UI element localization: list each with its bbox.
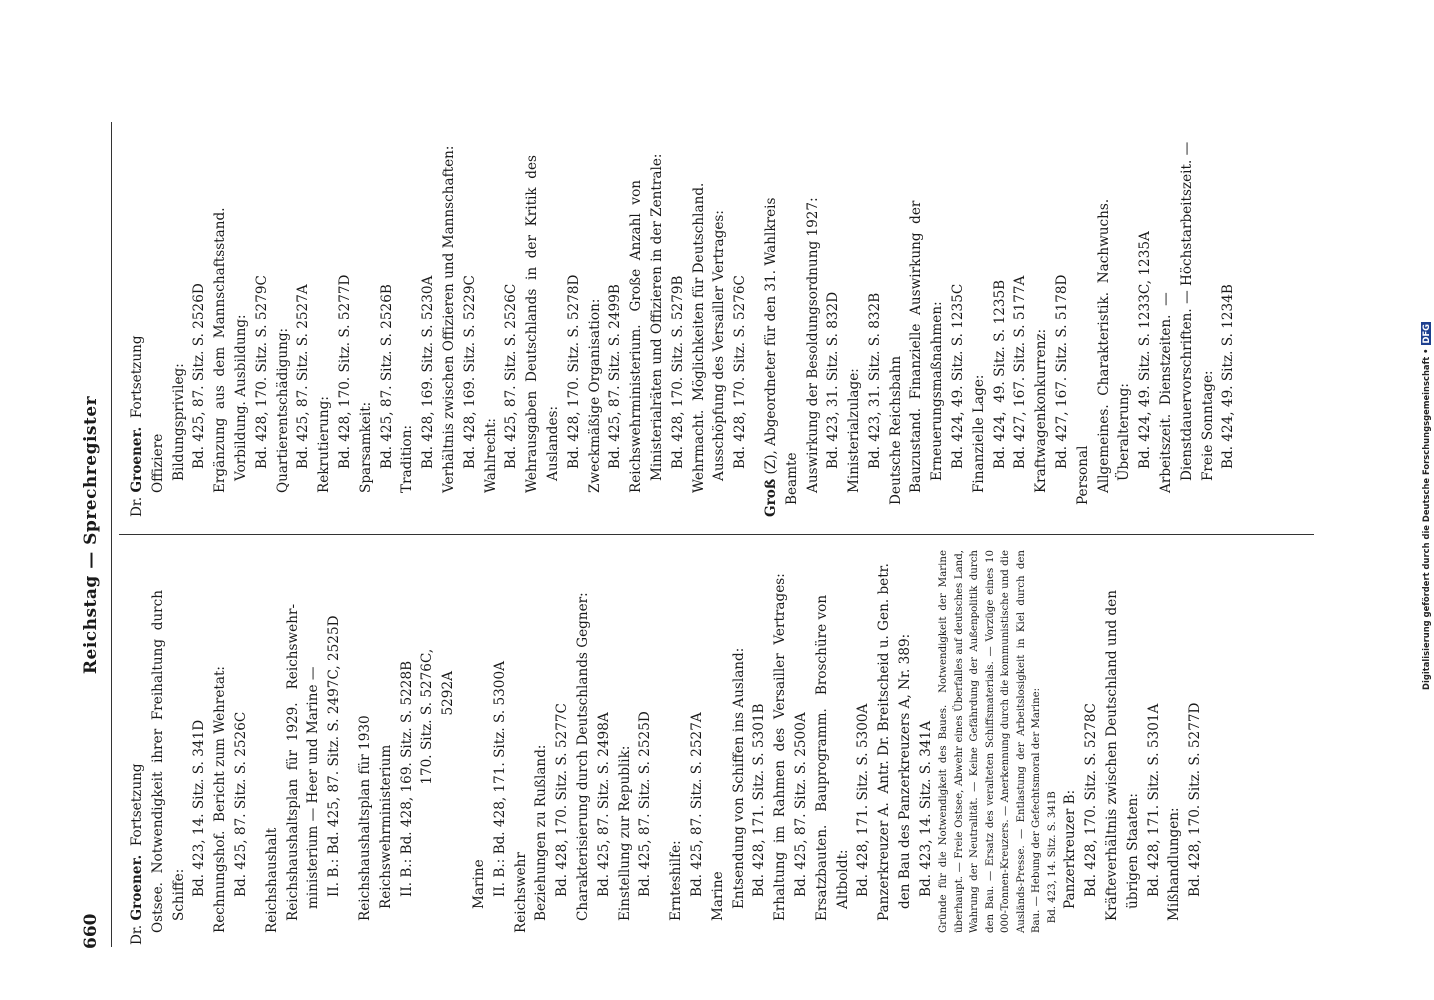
register-entry: Tradition: [399,424,416,493]
register-entry: 170. Sitz. S. 5276C, [419,648,436,897]
register-entry: Einstellung zur Republik: [616,745,633,921]
register-entry: Bd. 428, 170. Sitz. S. 5279B [669,275,686,469]
register-entry: Ergänzung aus dem Mannschaftsstand. Vorbildung. Ausbildung: [212,198,249,493]
speaker-name: Groener. [129,854,145,921]
register-entry: Bd. 423, 31. Sitz. S. 832D [825,291,842,469]
register-entry: Beziehungen zu Rußland: [533,744,550,921]
register-entry: Gründe für die Notwendigkeit des Baues. Notwendigkeit der Marine überhaupt. — Freie Ostsee, Abwehr eines Überfalles auf deutsches Land, Wahrung der Neutralität. — Keine Gefährdung der Außenpolitik durch den Bau. — Ersatz des veralteten Schiffsmaterials. — Vorzüge eines 10 000-Tonnen-Kreuzers. — Anerkennung durch die kommunistische und die Ausländs-Presse. — Entlastung der Arbeitslosigkeit in Kiel durch den Bau. — Hebung der Gefechtsmoral der Marine: [938,546,1043,933]
register-entry: II. B.: Bd. 428, 169. Sitz. S. 5228B [398,660,415,897]
register-entry: Bd. 424, 49. Sitz. S. 1235C [950,283,967,469]
register-entry: Finanzielle Lage: [970,374,987,493]
register-entry: Marine [470,859,487,909]
register-entry: Ministerialzulage: [846,368,863,493]
register-entry: Bd. 428, 169. Sitz. S. 5230A [420,275,437,469]
register-entry [127,122,148,517]
register-entry: Reichshaushalt [263,827,280,933]
register-entry: Quartierentschädigung: [274,327,291,493]
register-entry: Rechnungshof. Bericht zum Wehretat: [212,665,229,933]
register-entry: Verhältnis zwischen Offizieren und Mannschaften: [440,145,457,493]
entry-suffix: Fortsetzung [129,335,145,427]
register-entry: Bd. 423, 14. Sitz. S. 341B [1046,791,1058,933]
register-entry: Sparsamkeit: [357,401,374,493]
register-entry: Bauzustand. Finanzielle Auswirkung der Erneuerungsmaßnahmen: [908,191,946,493]
register-entry: II. B.: Bd. 428, 171. Sitz. S. 5300A [491,661,508,897]
register-entry: Bd. 428, 170. Sitz. S. 5277D [336,274,353,469]
register-entry: Bd. 427, 167. Sitz. S. 5178D [1054,274,1071,469]
right-column [127,122,1239,517]
entry-suffix: Fortsetzung [129,763,145,855]
page-number: 660 [81,913,101,949]
register-entry: Arbeitszeit. Dienstzeiten. — Dienstdauervorschriften. — Höchstarbeitszeit. — Freie Sonntage: [1158,137,1216,493]
register-entry: 5292A [440,671,457,897]
register-entry: Reichshaushaltsplan für 1930 [356,715,373,921]
column-divider [119,534,1314,535]
spacer [751,122,761,517]
register-entry: Reichswehrministerium [377,744,394,909]
spacer [656,550,666,945]
register-entry: Personal [1074,445,1091,505]
register-entry: Bd. 425, 87. Sitz. S. 2525D [637,711,654,897]
register-entry: Bd. 428, 171. Sitz. S. 5301A [1145,703,1162,897]
register-entry: Wehrausgaben Deutschlands in der Kritik des Auslandes: [524,150,561,493]
register-entry [127,550,148,945]
register-entry: Bd. 428, 170. Sitz. S. 5278C [1083,703,1100,897]
register-entry: Bd. 425, 87. Sitz. S. 2498A [595,712,612,897]
register-entry: Kräfteverhältnis zwischen Deutschland und den übrigen Staaten: [1104,585,1141,921]
register-entry: Bd. 428, 170. Sitz. S. 5278D [565,274,582,469]
register-entry: Ersatzbauten. Bauprogramm. Broschüre von Altboldt: [813,590,851,921]
register-entry: Bd. 428, 170. Sitz. S. 5277C [554,703,571,897]
register-entry: Deutsche Reichsbahn [887,355,904,505]
register-entry: Allgemeines. Charakteristik. Nachwuchs. Überalterung: [1095,190,1133,493]
register-entry [761,122,782,517]
dfg-logo: DFG [1421,323,1431,344]
header-rule [111,122,112,947]
register-entry: Charakterisierung durch Deutschlands Gegner: [574,592,591,921]
register-entry: Bd. 428, 171. Sitz. S. 5300A [855,703,872,897]
register-entry: Bd. 428, 170. Sitz. S. 5276C [732,275,749,469]
register-entry: Bildungsprivileg: [170,363,187,481]
register-entry: Mißhandlungen: [1166,807,1183,921]
register-entry: Wehrmacht. Möglichkeiten für Deutschland. Ausschöpfung des Versailler Vertrages: [690,178,728,493]
register-entry: Ostsee. Notwendigkeit ihrer Freihaltung durch [149,589,166,933]
page-title: Reichstag — Sprechregister [81,395,101,675]
spacer [252,550,262,945]
document-page [75,115,1325,955]
register-entry: Ernteshilfe: [668,840,685,921]
register-entry: Bd. 425, 87. Sitz. S. 2526C [232,711,249,897]
register-entry: Kraftwagenkonkurrenz: [1033,328,1050,493]
register-entry: Bd. 425, 87. Sitz. S. 2526B [378,284,395,469]
register-entry: Bd. 425, 87. Sitz. S. 2500A [792,712,809,897]
register-entry: Schiffe: [170,868,187,921]
register-entry: Auswirkung der Besoldungsordnung 1927: [804,197,821,493]
spacer [459,550,469,945]
entry-prefix: Dr. [129,492,145,517]
register-entry: Bd. 424, 49. Sitz. S. 1235B [991,279,1008,469]
register-entry: Bd. 425, 87. Sitz. S. 2526D [191,283,208,469]
register-entry: Bd. 423, 14. Sitz. S. 341A [917,720,934,897]
register-entry: Panzerkreuzer A. Antr. Dr. Breitscheid u. Gen. betr. den Bau des Panzerkreuzers A, Nr. 389: [876,558,913,921]
register-entry: Entsendung von Schiffen ins Ausland: [730,647,747,909]
register-entry: Beamte [783,452,800,505]
register-entry: Bd. 423, 14. Sitz. S. 341D [191,719,208,897]
register-entry: Bd. 428, 170. Sitz. S. 5279C [253,275,270,469]
speaker-name: Groß [762,478,779,517]
register-entry: Bd. 428, 170. Sitz. S. 5277D [1187,702,1204,897]
left-column [127,546,1206,945]
register-entry: Rekrutierung: [316,396,333,493]
register-entry: Bd. 425, 87. Sitz. S. 2527A [688,712,705,897]
speaker-name: Groener. [129,426,145,493]
register-entry: Bd. 428, 171. Sitz. S. 5301B [751,703,768,897]
entry-suffix: (Z), Abgeordneter für den 31. Wahlkreis [762,197,779,479]
register-entry: Bd. 425, 87. Sitz. S. 2499B [607,284,624,469]
credit-text: Digitalisierung gefördert durch die Deutsche Forschungsgemeinschaft • [1421,348,1431,690]
register-entry: Bd. 427, 167. Sitz. S. 5177A [1012,275,1029,469]
register-entry: Wahlrecht: [482,418,499,493]
register-entry: ministerium — Heer und Marine — [305,666,322,909]
register-entry: Bd. 425, 87. Sitz. S. 2527A [295,284,312,469]
register-entry: Offiziere [149,433,166,493]
register-entry: Erhaltung im Rahmen des Versailler Vertrages: [772,573,789,921]
register-entry: Marine [709,871,726,921]
register-entry: Panzerkreuzer B: [1062,789,1079,909]
register-entry: II. B.: Bd. 425, 87. Sitz. S. 2497C, 2525D [326,615,343,897]
spacer [345,550,355,945]
digitization-credit [1421,322,1431,690]
register-entry: Bd. 425, 87. Sitz. S. 2526C [503,283,520,469]
register-entry: Reichshaushaltsplan für 1929. Reichswehr- [284,603,301,921]
register-entry: Bd. 428, 169. Sitz. S. 5229C [461,275,478,469]
register-entry: Bd. 423, 31. Sitz. S. 832B [866,292,883,469]
entry-prefix: Dr. [129,920,145,945]
page-header [75,115,109,955]
register-entry: Bd. 424, 49. Sitz. S. 1233C, 1235A [1137,231,1154,469]
register-entry: Reichswehrministerium. Große Anzahl von Ministerialräten und Offizieren in der Zentrale: [628,153,665,493]
register-entry: Reichswehr [512,852,529,933]
register-entry: Zweckmäßige Organisation: [586,298,603,493]
register-entry: Bd. 424, 49. Sitz. S. 1234B [1220,284,1237,469]
